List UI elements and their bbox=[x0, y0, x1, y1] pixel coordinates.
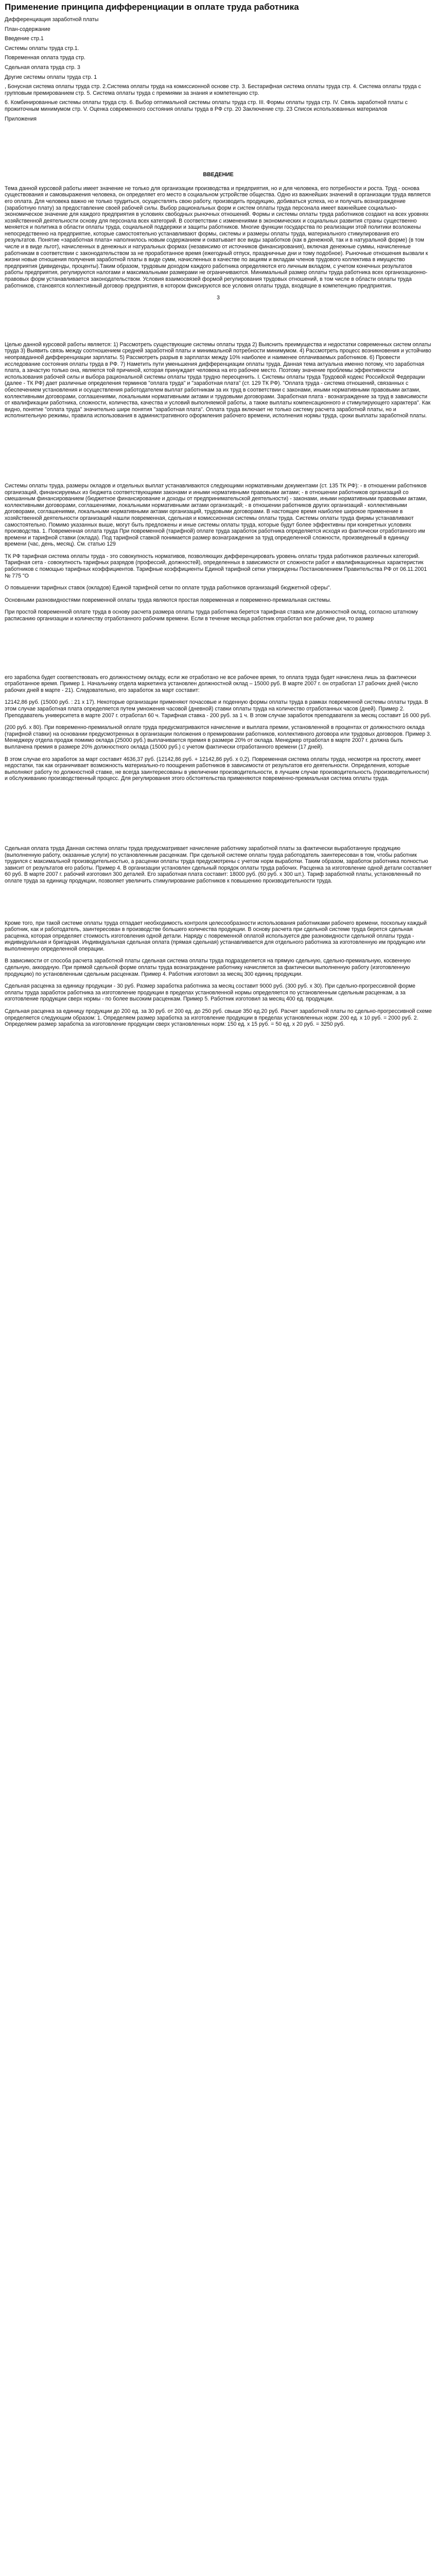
page bbox=[0, 0, 436, 1028]
toc-item: , Бонусная система оплаты труда стр. 2.Система оплаты труда на комиссионной основе стр. 3. Бестарифная система оплаты труда стр. 4. Система оплаты труда с групповым премированием стр. 5. Система оплаты труда с премиями за знания и компетенцию стр. bbox=[5, 83, 421, 96]
toc-item: План-содержание bbox=[5, 26, 50, 32]
tariff-paragraph: ТК РФ тарифная система оплаты труда - это совокупность нормативов, позволяющих дифференцировать уровень оплаты труда работников различных категорий. Тарифная сета - совокупность тарифных разрядов (профессий, должностей), определенных в зависимости от сложности работ и квалификационных характеристик работников с помощью тарифных коэффициентов. Тарифные коэффициенты Единой тарифной сетки утверждены Постановлением Правительства РФ от 06.11.2001 № 775 "О bbox=[5, 553, 427, 579]
toc-item: Другие системы оплаты труда стр. 1 bbox=[5, 74, 97, 80]
piece-types-paragraph: Кроме того, при такой системе оплаты труда отпадает необходимость контроля целесообразности использования работниками рабочего времени, поскольку каждый работник, как и работодатель, заинтересован в производстве большего количества продукции. В основу расчета при сдельной системе труда берется сдельная расценка, которая определяет стоимость изготовления одной детали. Наряду с повременной оплатой используется две разновидности сдельной оплаты труда - индивидуальная и бригадная. Индивидуальная сдельная оплата (прямая сдельная) устанавливается для отдельного работника за изготовленную им продукцию или выполненную определенной операции. bbox=[5, 920, 427, 952]
piece-intro-paragraph: Сдельная оплата труда Данная система оплаты труда предусматривает начисление работнику заработной платы за фактически выработанную продукцию (выполненную работу, оказанные услуги) по установленным расценкам. При сдельной системе оплаты труда работодатель заинтересован в том, чтобы работник трудился с максимальной производительностью, а расценки оплаты труда предусмотрены с учетом норм выработки. Таким образом, заработок работника полностью зависит от результатов его работы. Пример 4. В организации установлен сдельный порядок оплаты труда рабочих. Расценка за изготовление одной детали составляет 60 руб. В марте 2007 г. рабочий изготовил 300 деталей. Его заработная плата составит: 18000 руб. (60 руб. х 300 шт.). Тариф заработной платы, установленный по оплате труда за единицу продукции, позволяет увеличить стимулирование работников к повышению производительности труда. bbox=[5, 845, 432, 884]
toc-item: Повременная оплата труда стр. bbox=[5, 55, 85, 61]
simple-time-paragraph: При простой повременной оплате труда в основу расчета размера оплаты труда работника берется тарифная ставка или должностной оклад, согласно штатному расписанию организации и количеству отработанного рабочим времени. Если в течение месяца работник отработал все рабочие дни, то размер bbox=[5, 609, 418, 622]
rate-400-paragraph: Сдельная расценка за единицу продукции до 200 ед. за 30 руб. от 200 ед. до 250 руб. свыше 350 ед.20 руб. Расчет заработной платы по сдельно-прогрессивной схеме определяется следующим образом: 1. Определяем размер заработка за изготовление продукции в пределах установленных норм: 200 ед. x 10 руб. = 2000 руб. 2. Определяем размер заработка за изготовление продукции сверх установленных норм: 150 ед. x 15 руб. = 50 ед. x 20 руб. = 3250 руб. bbox=[5, 1008, 432, 1028]
bonus-example-paragraph: (200 руб. x 80). При повременно-премиальной оплате труда предусматриваются начисление и выплата премии, установленной в процентах от должностного оклада (тарифной ставки) на основании предусмотренных в организации положения о премировании работников, коллективного договора или трудовых договоров. Пример 3. Менеджеру отдела продаж помимо оклада (25000 руб.) выплачивается премия в размере 20% от оклада. Менеджер отработал в марте 2007 г. должна быть выплачена премия в размере 20% должностного оклада (15000 руб.) с учетом фактически отработанного времени (17 дней). bbox=[5, 724, 431, 750]
toc-item: Сдельная оплата труда стр. 3 bbox=[5, 64, 80, 71]
toc-item: 6. Комбинированные системы оплаты труда стр. 6. Выбор оптимальной системы оплаты труда стр. III. Формы оплаты труда стр. IV. Связь заработной платы с прожиточным минимумом стр. V. Оценка современного состояния оплаты труда в РФ стр. 20 Заключение стр. 23 Список использованных материалов bbox=[5, 99, 408, 112]
pay-increase-paragraph: О повышении тарифных ставок (окладов) Единой тарифной сетки по оплате труда работников организаций бюджетной сферы". bbox=[5, 585, 332, 591]
toc-item: Приложения bbox=[5, 115, 37, 122]
rates-paragraph: В зависимости от способа расчета заработной платы сдельная система оплаты труда подразделяется на прямую сдельную, сдельно-премиальную, косвенную сдельную, аккордную. При прямой сдельной форме оплаты труда вознаграждение работнику начисляется за фактически выполненную работу (изготовленную продукцию) по установленным сдельным расценкам. Пример 4. Работник изготовил за месяц 300 единиц продукции. bbox=[5, 958, 411, 977]
goals-paragraph: Целью данной курсовой работы является: 1) Рассмотреть существующие системы оплаты труда 2) Выяснить преимущества и недостатки современных систем оплаты труда 3) Выявить связь между соотношением средней заработной платы и минимальной потребности минимумом. 4) Рассмотреть процесс возникновения и устойчиво неоправданной дифференциации зарплаты. 5) Рассмотреть разрыв в зарплатах между 10% наиболее и наименее оплачиваемых работников. 6) Провести исследование состояния оплаты труда в РФ. 7) Наметить пути уменьшения дифференциации оплаты труда. Данная тема актуальна именно потому, что заработная плата, а зачастую только она, является той причиной, которая принуждает человека на его рабочее место. Поэтому значение проблемы эффективности использования рабочей силы и выбора рациональной системы оплаты труда трудно переоценить. I. Системы оплаты труда Трудовой кодекс Российской Федерации (далее - ТК РФ) дает различные определения терминов "оплата труда" и "заработная плата" (ст. 129 ТК РФ). "Оплата труда - система отношений, связанных с обеспечением установления и осуществления работодателем выплат работникам за их труд в соответствии с законами, иными нормативными правовыми актами, коллективными договорами, соглашениями, локальными нормативными актами и трудовыми договорами. Заработная плата - вознаграждение за труд в зависимости от квалификации работника, сложности, количества, качества и условий выполняемой работы, а также выплаты компенсационного и стимулирующего характера". Как видно, понятие "оплата труда" значительно шире понятия "заработная плата". Оплата труда включает не только систему расчета заработной платы, но и исполнительную режимы, правила использования в административного оформления рабочего времени, исполнения нормы труда, сроки выплаты заработной платы. bbox=[5, 341, 431, 419]
toc-item: Дифференциация заработной платы bbox=[5, 16, 99, 23]
bonus-calc-paragraph: В этом случае его заработок за март составит 4636,37 руб. (12142,86 руб. + 12142,86 руб. x 0,2). Повременная система оплаты труда, несмотря на простоту, имеет недостатки, так как ограничивает возможность материально-го поощрения работников в зависимости от результатов его деятельности. Определения, которые выполняют работу по должностной ставке, не всегда заинтересованы в увеличении производительности, в лучшем случае производительность (производительности) и обслуживанию производственный процесс. Для регулирования этого обстоятельства применяются повременно-премиальная система оплаты труда. bbox=[5, 756, 429, 782]
salary-calc-paragraph: 12142,86 руб. (15000 руб. : 21 x 17). Некоторые организации применяют почасовые и поденную формы оплаты труда в рамках повременной системы оплаты труда. В этом случае заработная плата определяется путем умножения часовой (дневной) ставки оплаты труда на количество отработанных часов (дней). Пример 2. Преподаватель университета в марте 2007 г. отработал 60 ч. Тарифная ставка - 200 руб. за 1 ч. В этом случае заработок преподавателя за месяц составит 16 000 руб. bbox=[5, 699, 431, 719]
pay-subtypes-paragraph: Основными разновидностями повременной оплаты труда являются простая повременная и повременно-премиальная системы. bbox=[5, 597, 332, 603]
intro-paragraph: Тема данной курсовой работы имеет значение не только для организации производства и предприятия, но и для человека, его потребности и роста. Труд - основа существования и самовыражения человека, он определяет его место в социальном устройстве общества. Одно из важнейших значений в организации труда является его оплата. Для человека важно не только трудиться, осуществлять свою работу, производить продукцию, добиваться успеха, но и получать вознаграждение (заработную плату) за предоставление своей рабочей силы. Выбор рациональных форм и систем оплаты труда персонала имеет важнейшее социально-экономическое значение для каждого предприятия в условиях свободных рыночных отношений. Формы и системы оплаты труда работников создают на всех уровнях хозяйственной деятельности основу для персонала всех категорий. В соответствии с изменениями в экономических и социальных развития страны существенно меняется и политика в области оплаты труда, социальной поддержки и защиты работников. Многие функции государства по реализации этой политики возложены непосредственно на предприятие, которые самостоятельно устанавливают формы, системы и размеры оплаты труда, материального стимулирования его результатов. Понятие «заработная плата» наполнилось новым содержанием и охватывает все виды заработков (как в денежной, так и в натуральной форме) (в том числе и в виде льгот), начисленных в денежных и натуральных формах (независимо от источников финансирования), включая денежные суммы, начисленные работникам в соответствии с законодательством за не проработанное время (ежегодный отпуск, праздничные дни и тому подобное). Рыночные отношения вызвали к жизни новые отношения получения заработной платы в виде сумм, начисленных в качестве по акциям и вкладам членов трудового коллектива в имущество предприятия (дивиденды, проценты).Таким образом, трудовым доходом каждого работника определяются его личным вкладом, с учетом конечных результатов работы предприятия, регулируются налогами и максимальными размерами не ограничиваются. Минимальный размер оплаты труда работника всех организационно-правовых форм устанавливается законодательством. Условия взаимосвязей формой регулирования трудовых отношений, в том числе в области оплаты труда работников, становятся коллективный договор предприятия, в котором фиксируются все условия оплаты труда, входящие в компетенцию предприятия. bbox=[5, 185, 431, 289]
toc-item: Введение стр.1 bbox=[5, 36, 44, 42]
rate-300-paragraph: Сдельная расценка за единицу продукции - 30 руб. Размер заработка работника за месяц составит 9000 руб. (300 руб. x 30). При сдельно-прогрессивной форме оплаты труда заработок работника за изготовление продукции в пределах установленной нормы определяется по установленным сдельным расценкам, а за изготовление продукции сверх нормы - по более высоким расценкам. Пример 5. Работник изготовил за месяц 400 ед. продукции. bbox=[5, 983, 415, 1003]
page-title: Применение принципа дифференциации в оплате труда работника bbox=[5, 2, 299, 12]
systems-paragraph: Системы оплаты труда, размеры окладов и отдельных выплат устанавливаются следующими нормативными документами (ст. 135 ТК РФ): - в отношении работников организаций, финансируемых из бюджета соответствующими законами и иными нормативными правовыми актами; - в отношении работников организаций со смешанным финансированием (бюджетное финансирование и доходы от предпринимательской деятельности) - законами, иными нормативными правовыми актами, коллективными договорами, соглашениями, локальными нормативными актами организаций; - в отношении работников других организаций - коллективными договорами, соглашениями, локальными нормативными актами организаций, трудовыми договорами. В настоящее время наиболее широкое применение в хозяйственной деятельности организаций нашли повременная, сдельная и комиссионная системы оплаты труда. Системы оплаты труда фирмы устанавливают самостоятельно. Помимо указанных выше, могут быть предложены и иные системы оплаты труда, которые будут более эффективны при конкретных условиях производства. 1. Повременная оплата труда При повременной (тарифной) оплате труда заработок работника определяется исходя из фактически отработанного им времени и тарифной ставки (оклада). Под тарифной ставкой понимается размер вознаграждения за труд определенной сложности, произведенный в единицу времени (час, день, месяц). См. статью 129 bbox=[5, 482, 427, 548]
salary-example-paragraph: его заработка будет соответствовать его должностному окладу, если же отработано не все рабочее время, то оплата труда будет начислена лишь за фактически отработанное время. Пример 1. Начальнику отдела маркетинга установлен должностной оклад – 15000 руб. В марте 2007 г. он отработал 17 рабочих дней (число рабочих дней в марте - 21). Следовательно, его заработок за март составит: bbox=[5, 674, 418, 693]
page-number: 3 bbox=[217, 295, 220, 301]
toc-item: Системы оплаты труда стр.1. bbox=[5, 45, 79, 52]
intro-heading: ВВЕДЕНИЕ bbox=[203, 172, 234, 178]
